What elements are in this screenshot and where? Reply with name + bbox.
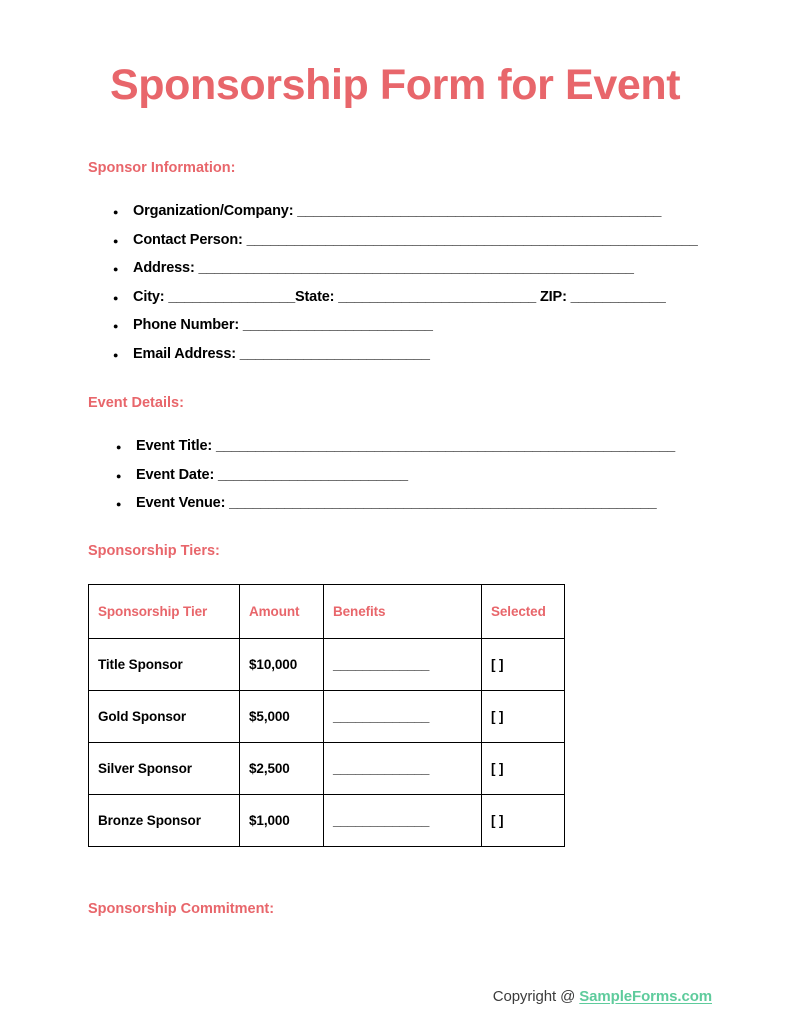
cell-tier: Bronze Sponsor xyxy=(89,795,240,847)
table-row xyxy=(89,743,565,795)
list-item xyxy=(113,346,698,375)
section-heading-sponsorship-tiers: Sponsorship Tiers: xyxy=(88,543,220,559)
bullet-icon xyxy=(113,233,133,246)
list-item xyxy=(113,260,698,289)
field-event-date[interactable]: Event Date: ________________________ xyxy=(136,466,408,483)
cell-selected-checkbox[interactable]: [ ] xyxy=(482,743,565,795)
field-event-title[interactable]: Event Title: __________________________________________________________ xyxy=(136,438,675,454)
list-item xyxy=(116,467,675,496)
column-header-selected: Selected xyxy=(482,585,565,639)
cell-tier: Gold Sponsor xyxy=(89,691,240,743)
column-header-sponsorship-tier: Sponsorship Tier xyxy=(89,585,240,639)
list-item xyxy=(113,232,698,261)
sampleforms-link[interactable]: SampleForms.com xyxy=(579,988,712,1005)
cell-amount: $1,000 xyxy=(240,795,324,847)
cell-amount: $2,500 xyxy=(240,743,324,795)
cell-selected-checkbox[interactable]: [ ] xyxy=(482,639,565,691)
cell-amount: $5,000 xyxy=(240,691,324,743)
cell-tier: Title Sponsor xyxy=(89,639,240,691)
bullet-icon xyxy=(113,261,133,274)
cell-tier: Silver Sponsor xyxy=(89,743,240,795)
field-phone-number[interactable]: Phone Number: ________________________ xyxy=(133,317,433,333)
sponsor-information-list xyxy=(113,203,698,374)
sponsorship-tiers-table xyxy=(88,584,565,847)
list-item xyxy=(116,438,675,467)
cell-benefits[interactable]: _____________ xyxy=(324,691,482,743)
table-header-row xyxy=(89,585,565,639)
cell-selected-checkbox[interactable]: [ ] xyxy=(482,795,565,847)
bullet-icon xyxy=(116,468,136,481)
bullet-icon xyxy=(113,290,133,303)
table-row xyxy=(89,795,565,847)
bullet-icon xyxy=(113,204,133,217)
field-event-venue[interactable]: Event Venue: ______________________________________________________ xyxy=(136,495,657,511)
cell-benefits[interactable]: _____________ xyxy=(324,795,482,847)
section-heading-sponsorship-commitment: Sponsorship Commitment: xyxy=(88,901,275,917)
field-city-state-zip[interactable]: City: ________________State: _________________________ ZIP: ____________ xyxy=(133,288,666,305)
footer-copyright xyxy=(493,988,712,1005)
section-heading-event-details: Event Details: xyxy=(88,395,184,411)
cell-selected-checkbox[interactable]: [ ] xyxy=(482,691,565,743)
page-title: Sponsorship Form for Event xyxy=(110,61,681,109)
table-row xyxy=(89,639,565,691)
bullet-icon xyxy=(116,439,136,452)
cell-benefits[interactable]: _____________ xyxy=(324,743,482,795)
list-item xyxy=(113,289,698,318)
field-contact-person[interactable]: Contact Person: _________________________________________________________ xyxy=(133,231,698,248)
bullet-icon xyxy=(113,318,133,331)
field-organization-company[interactable]: Organization/Company: ______________________________________________ xyxy=(133,203,662,219)
column-header-benefits: Benefits xyxy=(324,585,482,639)
event-details-list xyxy=(116,438,675,524)
section-heading-sponsor-information: Sponsor Information: xyxy=(88,160,236,176)
list-item xyxy=(113,203,698,232)
field-address[interactable]: Address: _______________________________________________________ xyxy=(133,260,634,276)
list-item xyxy=(113,317,698,346)
table-row xyxy=(89,691,565,743)
field-email-address[interactable]: Email Address: ________________________ xyxy=(133,345,430,362)
bullet-icon xyxy=(116,496,136,509)
bullet-icon xyxy=(113,347,133,360)
list-item xyxy=(116,495,675,524)
column-header-amount: Amount xyxy=(240,585,324,639)
cell-benefits[interactable]: _____________ xyxy=(324,639,482,691)
cell-amount: $10,000 xyxy=(240,639,324,691)
copyright-text: Copyright @ xyxy=(492,988,580,1005)
